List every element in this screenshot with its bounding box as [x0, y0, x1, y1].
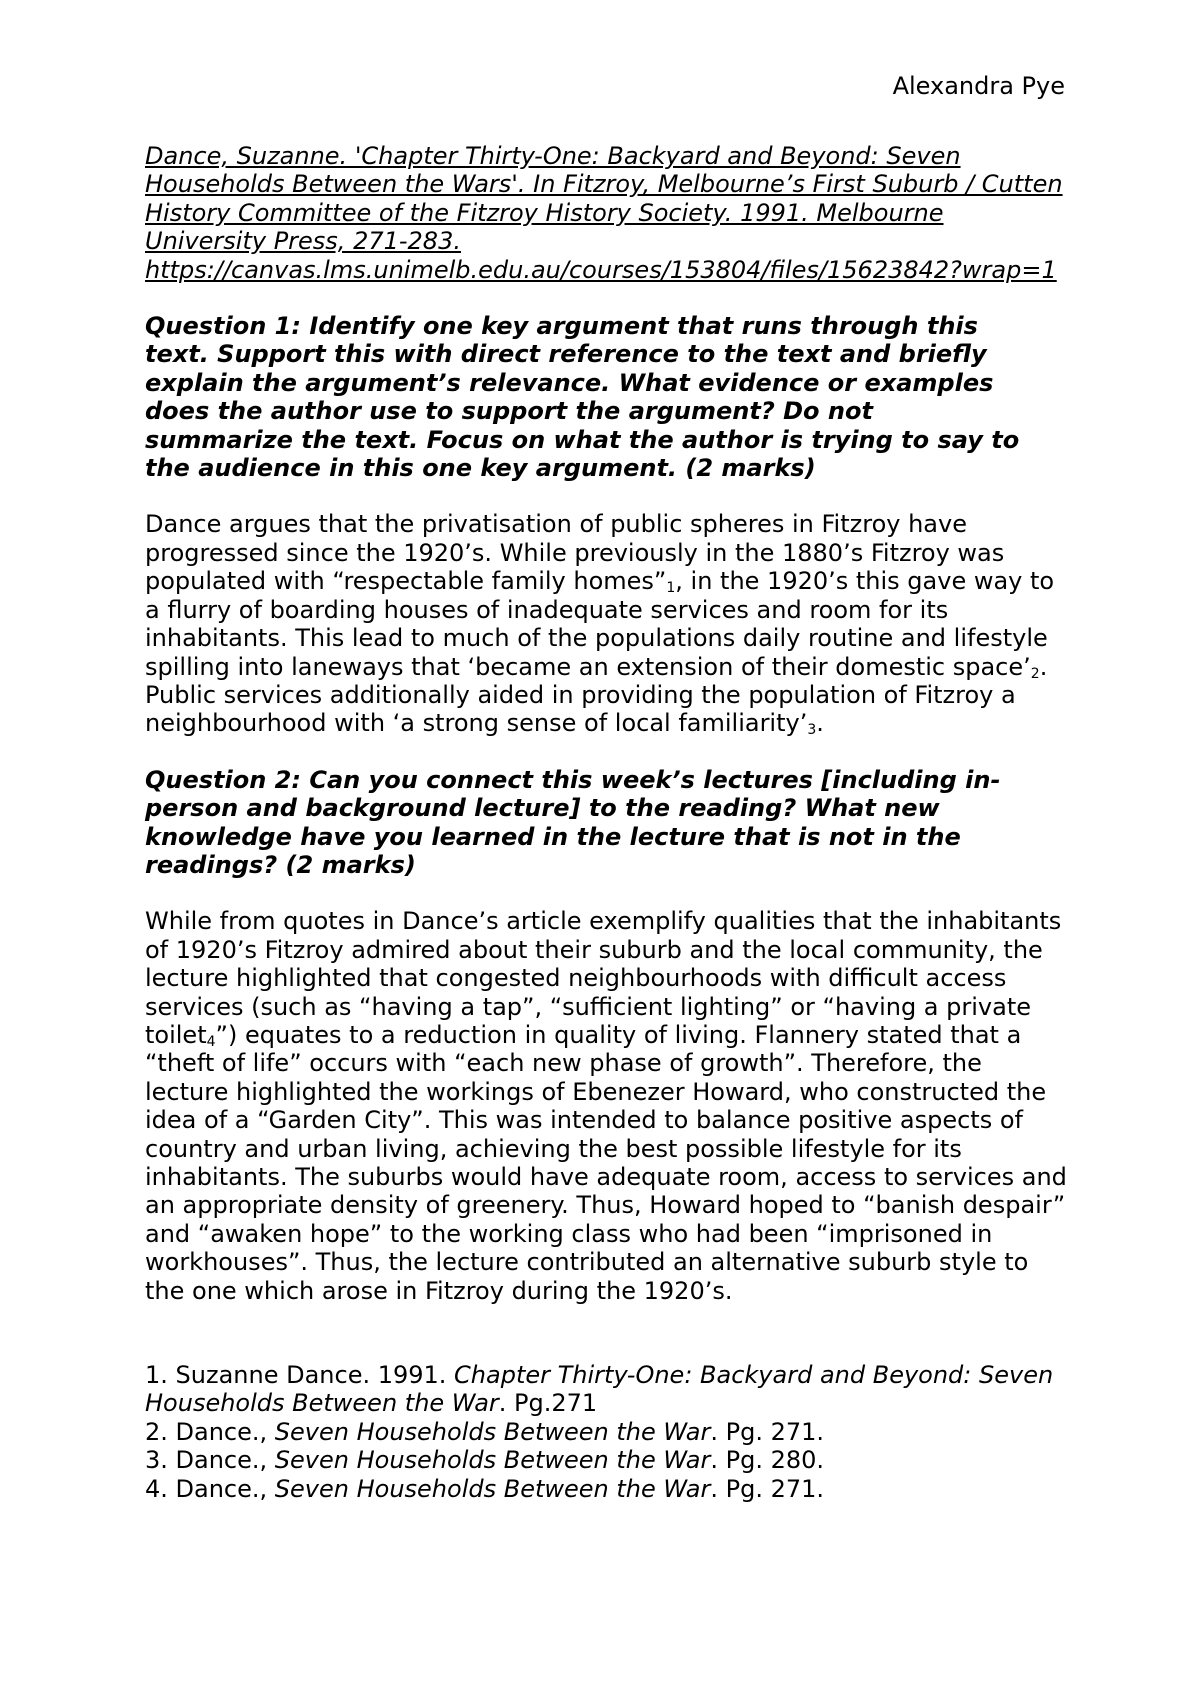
answer-1-text-part-3: . Public services additionally aided in providing the population of Fitzroy a neighbourhood with ‘a strong sense of local familiarity’ [145, 652, 1048, 738]
citation-text: Dance, Suzanne. 'Chapter Thirty-One: Backyard and Beyond: Seven Households Between the Wars'. In Fitzroy, Melbourne’s First Suburb / Cutten History Committee of the Fitzroy History Society. 1991. Melbourne University Press, 271-283. [145, 142, 1063, 256]
footnote-suffix: . Pg.271 [498, 1389, 598, 1418]
footnote-ref-1: 1 [666, 580, 676, 597]
citation-url[interactable]: https://canvas.lms.unimelb.edu.au/courses/153804/files/15623842?wrap=1 [145, 255, 1057, 284]
citation [145, 142, 1065, 284]
footnote-prefix: 3. Dance., [145, 1446, 275, 1475]
answer-1-text-part-2: , in the 1920’s this gave way to a flurry of boarding houses of inadequate services and room for its inhabitants. This lead to much of the populations daily routine and lifestyle spilling into laneways that ‘became an extension of their domestic space’ [145, 567, 1055, 681]
question-1-prompt: Question 1: Identify one key argument that runs through this text. Support this with direct reference to the text and briefly explain the argument’s relevance. What evidence or examples does the author use to support the argument? Do not summarize the text. Focus on what the author is trying to say to the audience in this one key argument. (2 marks) [145, 312, 1020, 483]
footnote-title: Chapter Thirty-One: Backyard and Beyond: Seven Households Between the War [145, 1361, 1054, 1418]
footnote-suffix: . Pg. 271. [710, 1417, 825, 1446]
answer-1-text-part-4: . [816, 709, 824, 738]
footnote-ref-3: 3 [807, 722, 817, 739]
footnote-prefix: 1. Suzanne Dance. 1991. [145, 1361, 455, 1390]
author-name: Alexandra Pye [892, 72, 1065, 100]
footnote-item [145, 1475, 1070, 1503]
footnote-ref-2: 2 [1030, 665, 1040, 682]
footnotes-list [145, 1361, 1070, 1503]
footnote-ref-4: 4 [206, 1033, 216, 1050]
footnote-prefix: 4. Dance., [145, 1474, 275, 1503]
footnote-suffix: . Pg. 271. [710, 1474, 825, 1503]
footnote-item [145, 1446, 1070, 1474]
answer-2-text-part-2: ”) equates to a reduction in quality of living. Flannery stated that a “theft of life” occurs with “each new phase of growth”. Therefore, the lecture highlighted the workings of Ebenezer Howard, who constructed the idea of a “Garden City”. This was intended to balance positive aspects of country and urban living, achieving the best possible lifestyle for its inhabitants. The suburbs would have adequate room, access to services and an appropriate density of greenery. Thus, Howard hoped to “banish despair” and “awaken hope” to the working class who had been “imprisoned in workhouses”. Thus, the lecture contributed an alternative suburb style to the one which arose in Fitzroy during the 1920’s. [145, 1020, 1067, 1305]
question-2-prompt: Question 2: Can you connect this week’s lectures [including in-person and background lecture] to the reading? What new knowledge have you learned in the lecture that is not in the readings? (2 marks) [145, 765, 1001, 879]
document-body [145, 142, 1070, 1503]
footnote-title: Seven Households Between the War [274, 1417, 711, 1446]
footnote-title: Seven Households Between the War [274, 1446, 711, 1475]
footnote-title: Seven Households Between the War [274, 1474, 711, 1503]
answer-2-text-part-1: While from quotes in Dance’s article exemplify qualities that the inhabitants of 1920’s Fitzroy admired about their suburb and the local community, the lecture highlighted that congested neighbourhoods with difficult access services (such as “having a tap”, “sufficient lighting” or “having a private toilet [145, 907, 1062, 1049]
footnote-prefix: 2. Dance., [145, 1417, 275, 1446]
footnote-item [145, 1361, 1070, 1418]
question-2-answer [145, 907, 1070, 1305]
footnote-item [145, 1418, 1070, 1446]
answer-1-text-part-1: Dance argues that the privatisation of public spheres in Fitzroy have progressed since the 1920’s. While previously in the 1880’s Fitzroy was populated with “respectable family homes” [145, 510, 1005, 596]
question-1-answer [145, 510, 1070, 737]
footnote-suffix: . Pg. 280. [710, 1446, 825, 1475]
